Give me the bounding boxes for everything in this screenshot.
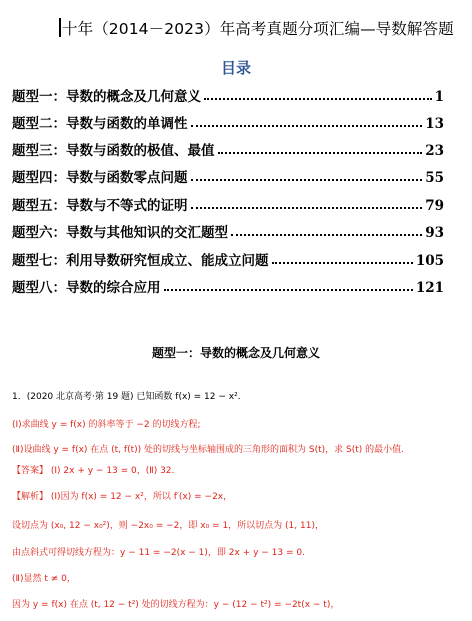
toc-entry[interactable] [12, 85, 444, 105]
toc-heading: 目录 [220, 59, 251, 77]
problem-stem: 1．(2020 北京高考·第 19 题) 已知函数 f(x) = 12 − x². [12, 392, 241, 402]
analysis-step-5: 因为 y = f(x) 在点 (t, 12 − t²) 处的切线方程为：y − (12 − t²) = −2t(x − t)， [12, 600, 340, 610]
toc-leader-dots [191, 207, 423, 209]
toc-leader-dots [231, 234, 422, 236]
toc-entry-page-number: 105 [415, 253, 444, 269]
toc-entry-label: 题型三：导数与函数的极值、最值 [12, 143, 215, 159]
toc-entry[interactable] [12, 112, 444, 132]
toc-leader-dots [204, 98, 432, 100]
toc-entry[interactable] [12, 139, 444, 159]
problem-part-1: (Ⅰ)求曲线 y = f(x) 的斜率等于 −2 的切线方程; [12, 420, 201, 430]
toc-leader-dots [272, 262, 413, 264]
text-cursor [59, 18, 61, 37]
toc-entry-page-number: 121 [415, 280, 444, 296]
analysis-step-3: 由点斜式可得切线方程为：y − 11 = −2(x − 1)，即 2x + y − 13 = 0. [12, 548, 305, 558]
toc-entry-label: 题型一：导数的概念及几何意义 [12, 89, 201, 105]
toc-entry-page-number: 1 [434, 89, 444, 105]
analysis-tag: 【解析】 [12, 492, 49, 502]
toc-entry-label: 题型七：利用导数研究恒成立、能成立问题 [12, 253, 269, 269]
toc-entry-page-number: 13 [425, 116, 444, 132]
section-title: 题型一：导数的概念及几何意义 [151, 346, 320, 360]
answer-line [12, 463, 174, 476]
toc-entry-label: 题型六：导数与其他知识的交汇题型 [12, 225, 228, 241]
toc-entry[interactable] [12, 166, 444, 186]
toc-leader-dots [164, 289, 413, 291]
toc-entry-label: 题型五：导数与不等式的证明 [12, 198, 188, 214]
answer-tag: 【答案】 [12, 466, 49, 476]
toc-entry-page-number: 79 [425, 198, 444, 214]
toc-leader-dots [191, 125, 423, 127]
toc-entry-page-number: 55 [425, 170, 444, 186]
toc-leader-dots [191, 179, 423, 181]
toc-entry[interactable] [12, 221, 444, 241]
toc-entry[interactable] [12, 276, 444, 296]
document-title: 十年（2014－2023）年高考真题分项汇编—导数解答题 [62, 20, 454, 38]
problem-part-2: (Ⅱ)设曲线 y = f(x) 在点 (t, f(t)) 处的切线与坐标轴围成的三角形的面积为 S(t)，求 S(t) 的最小值. [12, 445, 404, 455]
toc-entry[interactable] [12, 194, 444, 214]
toc-entry-label: 题型八：导数的综合应用 [12, 280, 161, 296]
analysis-step-1: (Ⅰ)因为 f(x) = 12 − x²，所以 f′(x) = −2x， [50, 492, 233, 502]
toc-entry-label: 题型二：导数与函数的单调性 [12, 116, 188, 132]
analysis-line-1 [12, 489, 232, 502]
toc-entry-label: 题型四：导数与函数零点问题 [12, 170, 188, 186]
answer-text: (Ⅰ) 2x + y − 13 = 0，(Ⅱ) 32. [50, 466, 175, 476]
analysis-step-2: 设切点为 (x₀, 12 − x₀²)，则 −2x₀ = −2，即 x₀ = 1，所以切点为 (1, 11)， [12, 521, 324, 531]
toc-leader-dots [218, 152, 423, 154]
analysis-step-4: (Ⅱ)显然 t ≠ 0， [12, 574, 76, 584]
toc-entry-page-number: 23 [425, 143, 444, 159]
toc-entry[interactable] [12, 249, 444, 269]
toc-entry-page-number: 93 [425, 225, 444, 241]
